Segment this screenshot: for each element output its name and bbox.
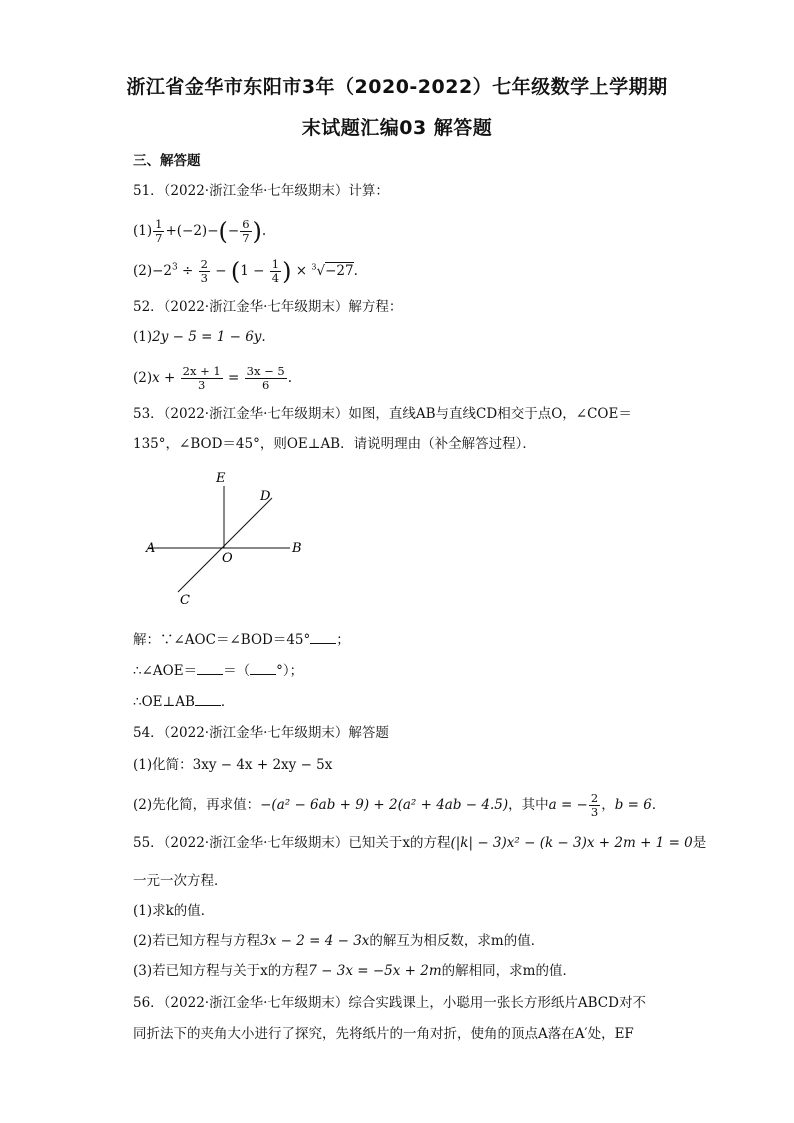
solution-step-2: ∴∠AOE＝ ＝（ °）； bbox=[133, 663, 304, 679]
title-line-1: 浙江省金华市东阳市3年（2020-2022）七年级数学上学期期 bbox=[126, 76, 668, 98]
problem-55-q3: (3)若已知方程与关于x的方程7 − 3x = −5x + 2m的解相同，求m的值． bbox=[133, 963, 576, 979]
problem-52-item-2: (2)x + $\frac{2x + 1}{3}$ = $\frac{3x - 5}{6}$ . bbox=[133, 364, 292, 392]
label-c: C bbox=[180, 593, 190, 608]
title-line-2: 末试题汇编03 解答题 bbox=[301, 117, 493, 139]
fraction: $\frac{6}{7}$ bbox=[242, 217, 250, 245]
problem-54-item-1: (1)化简：3xy − 4x + 2xy − 5x bbox=[133, 757, 333, 773]
problem-55-q1: (1)求k的值． bbox=[133, 903, 215, 919]
problem-55-q2: (2)若已知方程与方程3x − 2 = 4 − 3x的解互为相反数，求m的值． bbox=[133, 933, 545, 949]
fraction: $\frac{1}{4}$ bbox=[271, 257, 280, 285]
label-a: A bbox=[146, 541, 156, 556]
solution-step-1: 解：∵∠AOC＝∠BOD＝45° ； bbox=[133, 632, 350, 648]
problem-51-header: 51．（2022·浙江金华·七年级期末）计算： bbox=[133, 183, 389, 199]
label-o: O bbox=[222, 551, 233, 566]
problem-51-item-1: (1) $\frac{1}{7}$ +(−2)−(− $\frac{6}{7}$ ). bbox=[133, 217, 267, 246]
problem-55-line-2: 一元一次方程． bbox=[133, 873, 228, 889]
label-b: B bbox=[292, 541, 302, 556]
solution-step-3: ∴OE⊥AB ． bbox=[133, 694, 235, 710]
fraction: $\frac{1}{7}$ bbox=[155, 217, 163, 245]
answer-blank[interactable] bbox=[195, 692, 221, 706]
geometry-figure bbox=[140, 460, 320, 610]
fraction: $\frac{2x + 1}{3}$ bbox=[182, 364, 221, 392]
label-e: E bbox=[216, 471, 226, 486]
section-heading: 三、解答题 bbox=[133, 153, 201, 169]
fraction: $\frac{3x - 5}{6}$ bbox=[246, 364, 285, 392]
problem-52-item-1: (1)2y − 5 = 1 − 6y. bbox=[133, 329, 266, 345]
problem-56-line-1: 56．（2022·浙江金华·七年级期末）综合实践课上，小聪用一张长方形纸片ABCD对不 bbox=[133, 995, 646, 1011]
label-d: D bbox=[260, 489, 271, 504]
answer-blank[interactable] bbox=[197, 661, 223, 675]
answer-blank[interactable] bbox=[250, 661, 276, 675]
answer-blank[interactable] bbox=[310, 630, 336, 644]
fraction: $\frac{2}{3}$ bbox=[590, 791, 599, 819]
problem-54-item-2: (2)先化简，再求值：−(a² − 6ab + 9) + 2(a² + 4ab − 4.5)，其中a = − $\frac{2}{3}$ ，b = 6． bbox=[133, 791, 666, 819]
problem-53-line-2: 135°，∠BOD＝45°，则OE⊥AB．请说明理由（补全解答过程）． bbox=[133, 436, 536, 452]
item-label: (1) bbox=[133, 223, 153, 239]
line-cd bbox=[178, 498, 272, 592]
fraction: $\frac{2}{3}$ bbox=[200, 257, 208, 285]
problem-54-header: 54．（2022·浙江金华·七年级期末）解答题 bbox=[133, 725, 389, 741]
problem-55-line-1: 55．（2022·浙江金华·七年级期末）已知关于x的方程(|k| − 3)x² − (k − 3)x + 2m + 1 = 0是 bbox=[133, 835, 707, 851]
problem-56-line-2: 同折法下的夹角大小进行了探究，先将纸片的一角对折，使角的顶点A落在A′处，EF bbox=[133, 1026, 634, 1042]
problem-51-item-2: $(2)-2^3$ ÷ $\frac{2}{3}$ − (1 − $\frac{1}{4}$ ) × $^3$√−27. bbox=[133, 257, 358, 286]
problem-52-header: 52．（2022·浙江金华·七年级期末）解方程： bbox=[133, 299, 403, 315]
problem-53-line-1: 53．（2022·浙江金华·七年级期末）如图，直线AB与直线CD相交于点O，∠COE＝ bbox=[133, 406, 632, 422]
